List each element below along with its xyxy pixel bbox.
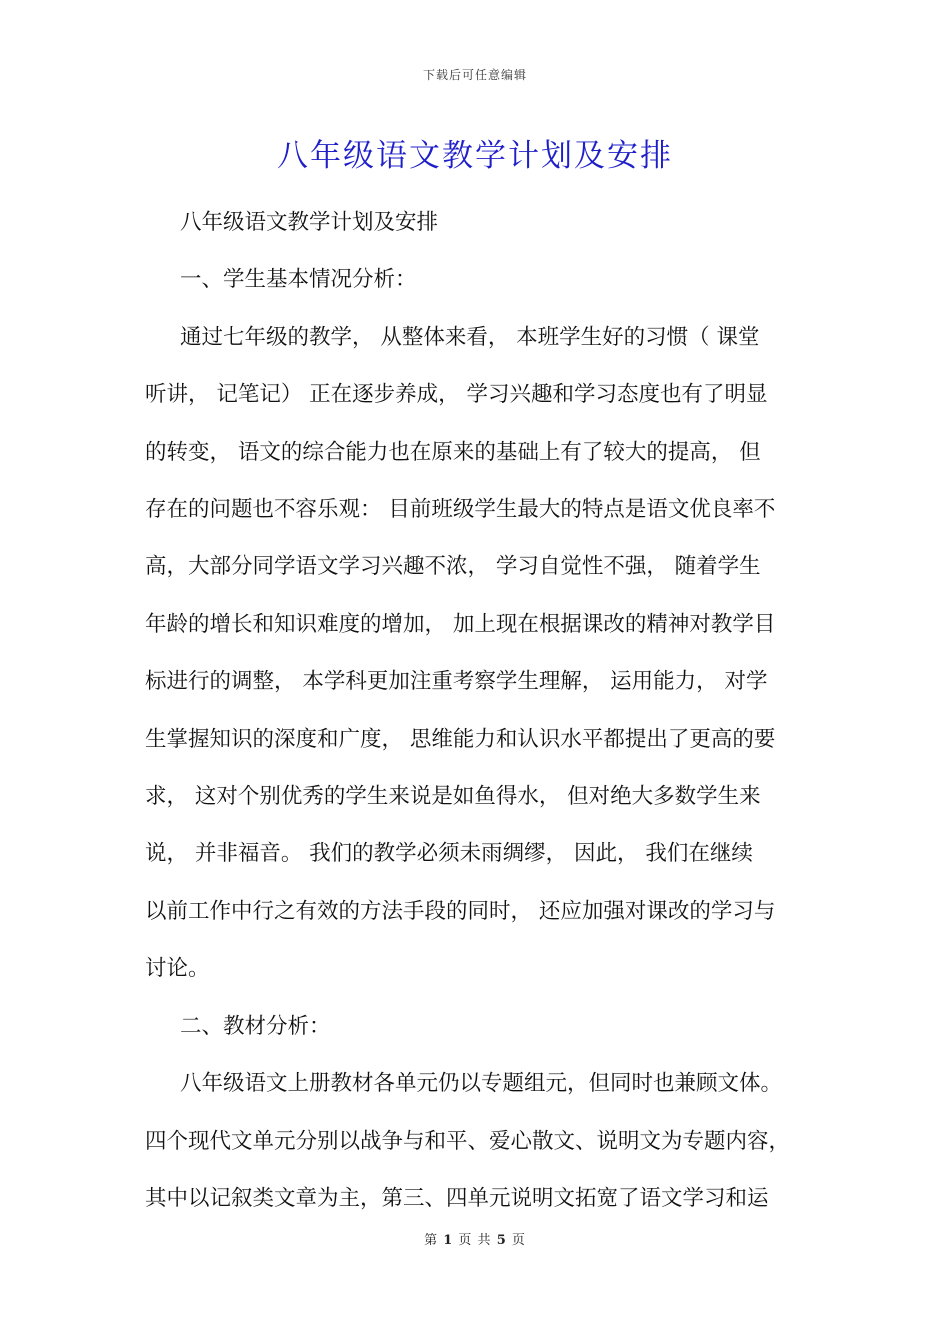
body-line: 说， 并非福音。 我们的教学必须未雨绸缪， 因此， 我们在继续 bbox=[145, 841, 753, 867]
body-line: 通过七年级的教学， 从整体来看， 本班学生好的习惯（ 课堂 bbox=[180, 324, 760, 350]
footer-suffix: 页 bbox=[511, 1233, 526, 1248]
body-line: 存在的问题也不容乐观： 目前班级学生最大的特点是语文优良率不 bbox=[145, 497, 776, 523]
current-page-number: 1 bbox=[443, 1233, 454, 1248]
body-line: 生掌握知识的深度和广度， 思维能力和认识水平都提出了更高的要 bbox=[145, 726, 776, 752]
body-line: 听讲， 记笔记） 正在逐步养成， 学习兴趣和学习态度也有了明显 bbox=[145, 382, 768, 408]
body-line: 八年级语文教学计划及安排 bbox=[180, 210, 439, 235]
body-line: 四个现代文单元分别以战争与和平、爱心散文、说明文为专题内容， bbox=[145, 1128, 791, 1154]
body-line: 八年级语文上册教材各单元仍以专题组元，但同时也兼顾文体。 bbox=[180, 1071, 783, 1097]
section-heading: 二、教材分析： bbox=[180, 1013, 331, 1039]
page-footer bbox=[0, 1229, 950, 1248]
body-line: 以前工作中行之有效的方法手段的同时， 还应加强对课改的学习与 bbox=[145, 898, 776, 924]
section-heading: 一、学生基本情况分析： bbox=[180, 267, 417, 293]
body-line: 高，大部分同学语文学习兴趣不浓， 学习自觉性不强， 随着学生 bbox=[145, 554, 761, 580]
body-line: 讨论。 bbox=[145, 956, 210, 982]
footer-prefix: 第 bbox=[424, 1233, 439, 1248]
document-title: 八年级语文教学计划及安排 bbox=[277, 138, 673, 174]
body-line: 其中以记叙类文章为主，第三、四单元说明文拓宽了语文学习和运 bbox=[145, 1185, 769, 1211]
body-line: 的转变， 语文的综合能力也在原来的基础上有了较大的提高， 但 bbox=[145, 439, 761, 465]
body-line: 求， 这对个别优秀的学生来说是如鱼得水， 但对绝大多数学生来 bbox=[145, 784, 761, 810]
footer-middle: 页 共 bbox=[458, 1233, 492, 1248]
body-line: 标进行的调整， 本学科更加注重考察学生理解， 运用能力， 对学 bbox=[145, 669, 768, 695]
body-line: 年龄的增长和知识难度的增加， 加上现在根据课改的精神对教学目 bbox=[145, 611, 776, 637]
total-page-number: 5 bbox=[496, 1233, 507, 1248]
page-header: 下载后可任意编辑 bbox=[422, 68, 527, 82]
document-body bbox=[145, 194, 835, 1227]
